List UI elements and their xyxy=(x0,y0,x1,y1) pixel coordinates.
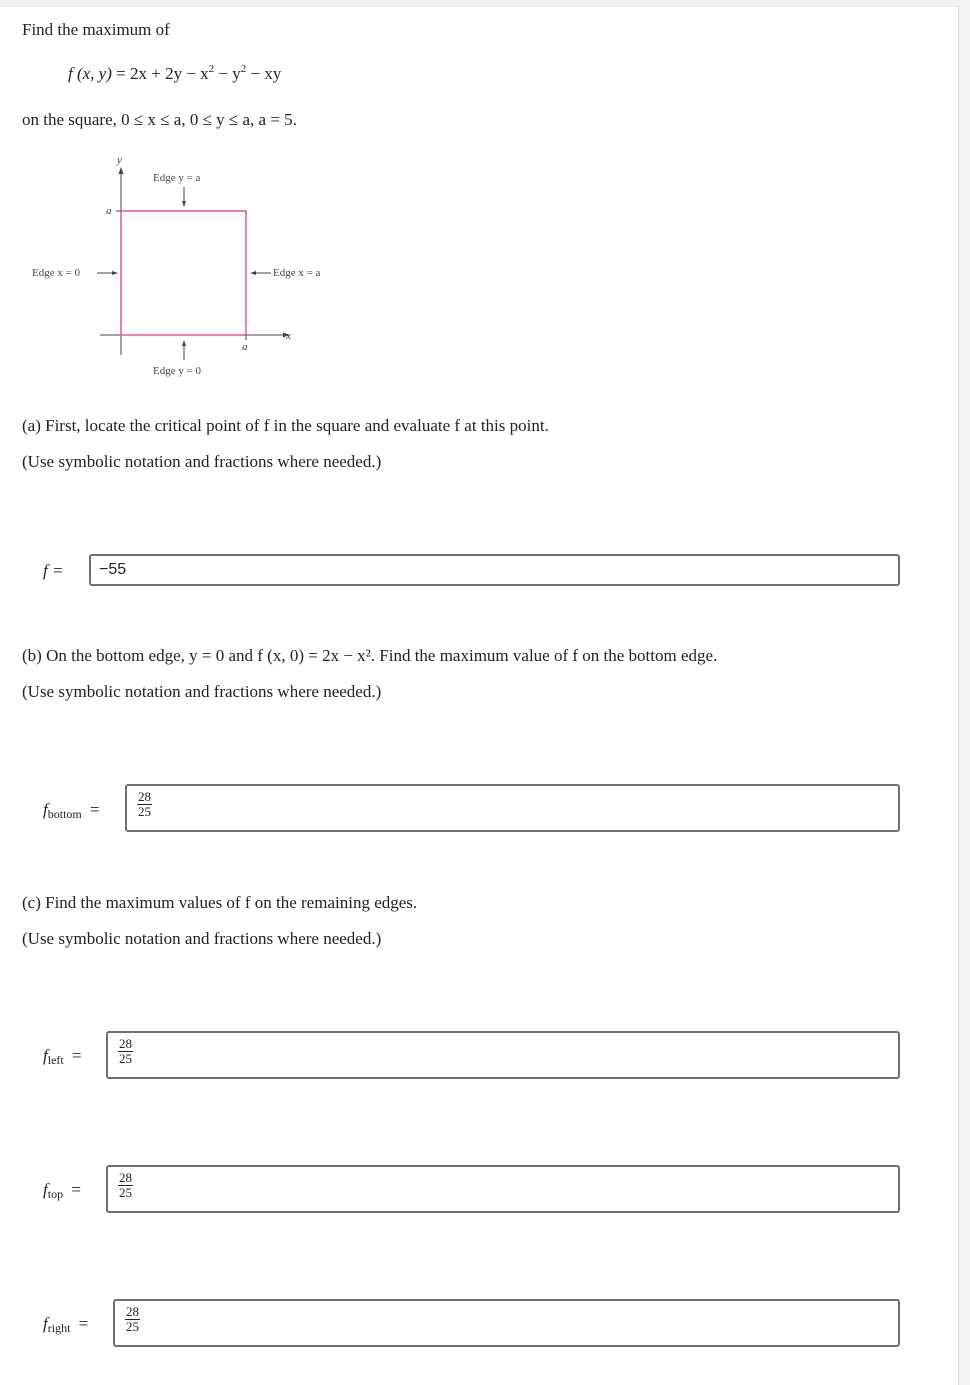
edge-label-bottom: Edge y = 0 xyxy=(153,365,202,377)
domain-prefix: on the square, xyxy=(22,110,122,129)
part-c-note: (Use symbolic notation and fractions where needed.) xyxy=(22,929,382,948)
formula-rhs-a: = 2x + 2y − x xyxy=(116,64,209,83)
fraction-numerator: 28 xyxy=(138,789,151,804)
part-c-left-label xyxy=(43,1046,82,1068)
label-f: f xyxy=(43,1046,48,1065)
answer-f-value: −55 xyxy=(99,561,127,578)
formula-exp-x: 2 xyxy=(208,63,215,75)
edge-label-top: Edge y = a xyxy=(153,172,201,184)
edge-label-left: Edge x = 0 xyxy=(32,267,81,279)
fraction-denominator: 25 xyxy=(138,804,151,819)
y-axis-arrow xyxy=(119,167,124,174)
tick-label-a-x: a xyxy=(242,341,248,353)
arrow-top-head xyxy=(182,201,186,207)
label-eq: = xyxy=(71,1046,82,1065)
part-b-question: (b) On the bottom edge, y = 0 and f (x, 0) = 2x − x². Find the maximum value of f on the bottom edge. xyxy=(22,646,718,665)
formula-exp-y: 2 xyxy=(240,63,247,75)
fraction-numerator: 28 xyxy=(119,1170,132,1185)
answer-f-bottom-fraction xyxy=(137,790,152,819)
answer-input-f-bottom[interactable] xyxy=(125,784,900,832)
part-c-right-label xyxy=(43,1314,88,1336)
fraction-denominator: 25 xyxy=(119,1185,132,1200)
label-eq: = xyxy=(78,1314,89,1333)
square-diagram xyxy=(0,0,400,390)
label-eq: = xyxy=(71,1180,81,1199)
answer-input-f-right[interactable] xyxy=(113,1299,900,1347)
part-a-label: f = xyxy=(43,561,64,580)
label-sub: bottom xyxy=(47,807,82,821)
fraction-denominator: 25 xyxy=(126,1319,139,1334)
edge-label-right: Edge x = a xyxy=(273,267,321,279)
part-b-note: (Use symbolic notation and fractions where needed.) xyxy=(22,682,382,701)
arrow-right-head xyxy=(250,271,256,275)
formula-rhs-c: − xy xyxy=(246,64,282,83)
fraction-numerator: 28 xyxy=(126,1304,139,1319)
label-sub: right xyxy=(47,1321,71,1335)
domain-expr: 0 ≤ x ≤ a, 0 ≤ y ≤ a, a = 5. xyxy=(121,110,297,129)
answer-f-left-fraction xyxy=(118,1037,133,1066)
label-sub: top xyxy=(47,1187,64,1201)
arrow-bottom-head xyxy=(182,340,186,346)
label-sub: left xyxy=(47,1053,64,1067)
label-eq: = xyxy=(90,800,100,819)
label-f: f xyxy=(43,1314,48,1333)
square-region xyxy=(121,211,246,335)
axis-label-x: x xyxy=(286,330,291,342)
answer-input-f-left[interactable] xyxy=(106,1031,900,1079)
part-c-question: (c) Find the maximum values of f on the remaining edges. xyxy=(22,893,418,912)
part-a-note: (Use symbolic notation and fractions where needed.) xyxy=(22,452,382,471)
label-f: f xyxy=(43,800,48,819)
answer-f-right-fraction xyxy=(125,1305,140,1334)
fraction-numerator: 28 xyxy=(119,1036,132,1051)
part-b-label xyxy=(43,800,100,822)
label-f: f xyxy=(43,1180,48,1199)
answer-input-f-top[interactable] xyxy=(106,1165,900,1213)
formula-rhs-b: − y xyxy=(214,64,241,83)
answer-input-f[interactable] xyxy=(89,554,900,586)
fraction-denominator: 25 xyxy=(119,1051,132,1066)
axis-label-y: y xyxy=(117,154,122,166)
intro-prompt: Find the maximum of xyxy=(22,20,170,39)
part-a-question: (a) First, locate the critical point of f in the square and evaluate f at this point. xyxy=(22,416,549,435)
arrow-left-head xyxy=(112,271,118,275)
formula-lhs: f (x, y) xyxy=(68,64,112,83)
tick-label-a-y: a xyxy=(106,205,112,217)
answer-f-top-fraction xyxy=(118,1171,133,1200)
part-c-top-label xyxy=(43,1180,81,1202)
